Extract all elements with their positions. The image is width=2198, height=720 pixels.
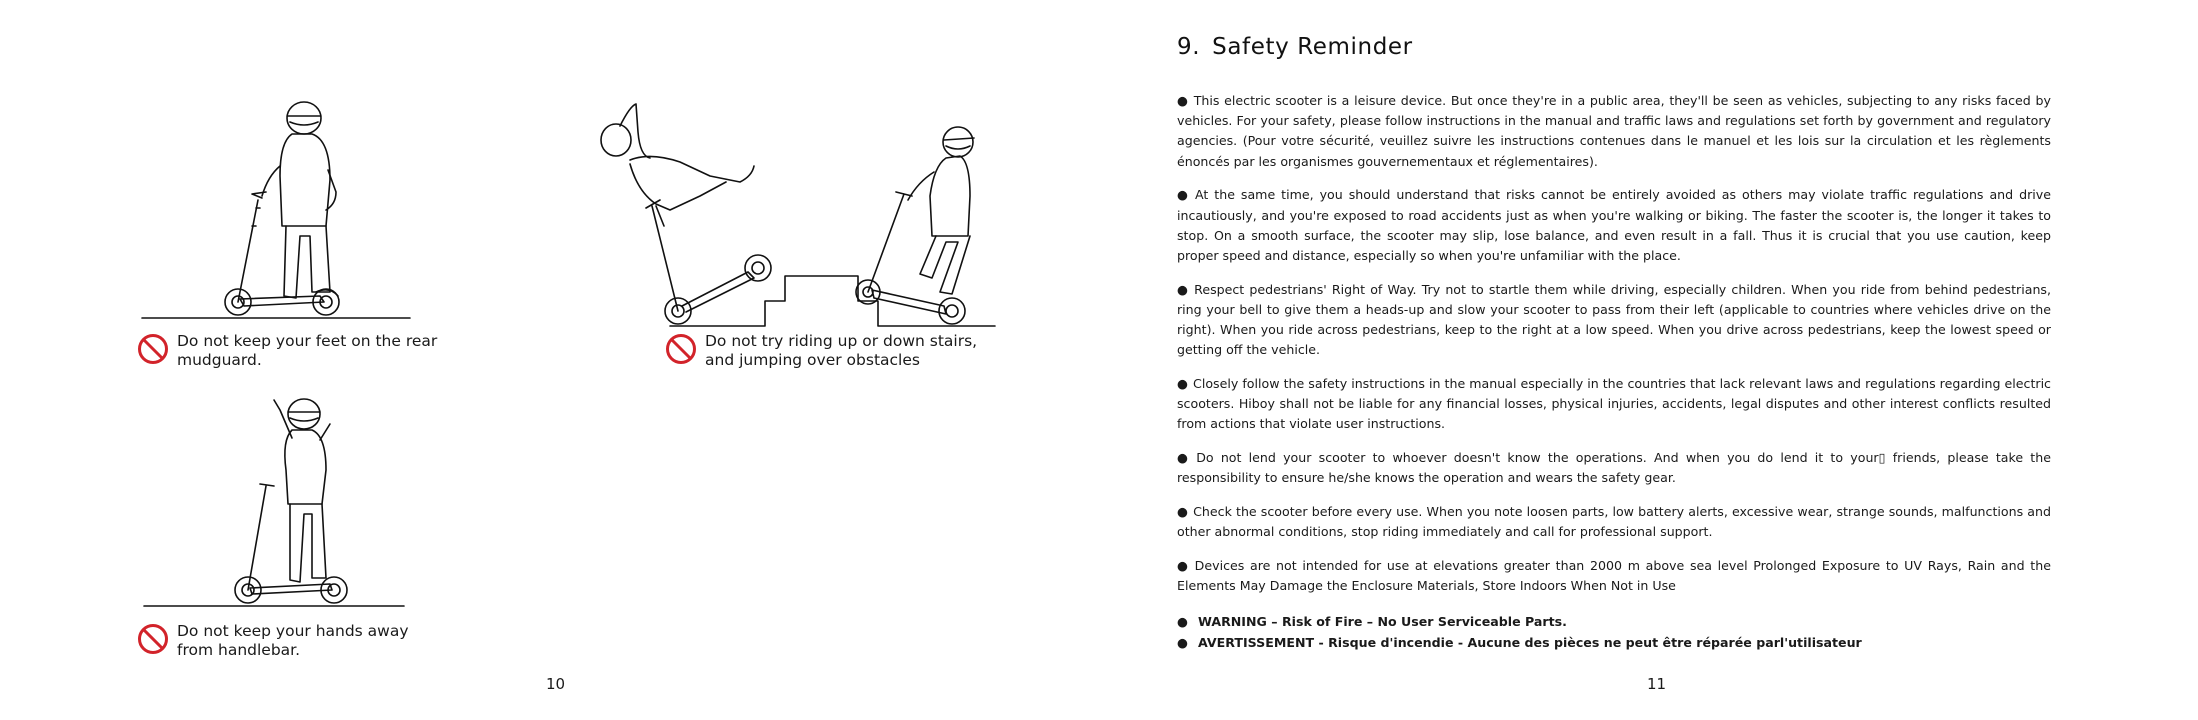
bullet-icon: ● xyxy=(1177,614,1188,630)
caption-text: Do not try riding up or down stairs, and jumping over obstacles xyxy=(705,332,978,369)
section-title: Safety Reminder xyxy=(1212,34,1413,60)
illustration-feet-on-mudguard xyxy=(140,96,425,326)
right-page xyxy=(1099,0,2198,720)
paragraph: ● Respect pedestrians' Right of Way. Try not to startle them while driving, especially children. When you ride from behind pedestrians, ring your bell to give them a heads-up and slow your scooter to pass from their left (applicable to countries where vehicles drive on the right). When you ride across pedestrians, keep to the right at a low speed. When you drive across pedestrians, keep the lowest speed or getting off the vehicle. xyxy=(1177,281,2051,358)
prohibition-icon xyxy=(137,333,169,365)
paragraph: ● Closely follow the safety instructions in the manual especially in the countries that lack relevant laws and regulations regarding electric scooters. Hiboy shall not be liable for any financial losses, physical injuries, accidents, legal disputes and other interest conflicts resulted from actions that violate user instructions. xyxy=(1177,375,2051,432)
paragraph: ● Devices are not intended for use at elevations greater than 2000 m above sea level Prolonged Exposure to UV Rays, Rain and the Elements May Damage the Enclosure Materials, Store Indoors When Not in Use xyxy=(1177,557,2051,594)
bullet-icon: ● xyxy=(1177,503,1189,519)
caption-feet-on-mudguard xyxy=(137,332,447,370)
caption-hands-off-handlebar xyxy=(137,622,447,660)
paragraph: ● At the same time, you should understand that risks cannot be entirely avoided as others may violate traffic regulations and drive incautiously, and you're exposed to road accidents just as when you're walking or biking. The faster the scooter is, the longer it takes to stop. On a smooth surface, the scooter may slip, lose balance, and even result in a fall. Thus it is crucial that you use caution, keep proper speed and distance, especially so when you're unfamiliar with the place. xyxy=(1177,187,2051,263)
warning-line: ● WARNING – Risk of Fire – No User Serviceable Parts. xyxy=(1177,614,1567,630)
bullet-icon: ● xyxy=(1177,93,1189,108)
prohibition-icon xyxy=(137,623,169,655)
illustration-stairs-jumping xyxy=(590,96,1000,331)
section-heading xyxy=(1177,34,1413,60)
paragraph: ● This electric scooter is a leisure device. But once they're in a public area, they'll be seen as vehicles, subjecting to any risks faced by vehicles. For your safety, please follow instructions in the manual and traffic laws and regulations set forth by government and regulatory agencies. (Pour votre sécurité, veuillez suivre les instructions contenues dans le manuel et les lois sur la circulation et les règlements énoncés par les organismes gouvernementaux et réglementaires). xyxy=(1177,93,2051,169)
warning-line: ● AVERTISSEMENT - Risque d'incendie - Aucune des pièces ne peut être réparée parl'utilisateur xyxy=(1177,634,1862,650)
paragraph: ● Check the scooter before every use. When you note loosen parts, low battery alerts, excessive wear, strange sounds, malfunctions and other abnormal conditions, stop riding immediately and call for professional support. xyxy=(1177,503,2051,540)
bullet-icon: ● xyxy=(1177,634,1188,650)
illustration-hands-off-handlebar xyxy=(142,390,427,620)
safety-reminder-body xyxy=(1177,91,2051,653)
warnings xyxy=(1177,612,2051,653)
bullet-icon: ● xyxy=(1177,281,1190,297)
bullet-icon: ● xyxy=(1177,450,1192,466)
paragraph: ● Do not lend your scooter to whoever doesn't know the operations. And when you do lend it to your▯ friends, please take the responsibility to ensure he/she knows the operation and wears the safety gear. xyxy=(1177,450,2051,486)
caption-stairs-jumping xyxy=(665,332,1005,370)
prohibition-icon xyxy=(665,333,697,365)
bullet-icon: ● xyxy=(1177,557,1190,573)
caption-text: Do not keep your feet on the rear mudguard. xyxy=(177,332,438,369)
page-number: 10 xyxy=(546,675,566,693)
caption-text: Do not keep your hands away from handlebar. xyxy=(177,622,409,659)
bullet-icon: ● xyxy=(1177,187,1190,203)
page-number: 11 xyxy=(1647,675,1667,693)
bullet-icon: ● xyxy=(1177,375,1189,391)
section-number: 9. xyxy=(1177,34,1201,60)
